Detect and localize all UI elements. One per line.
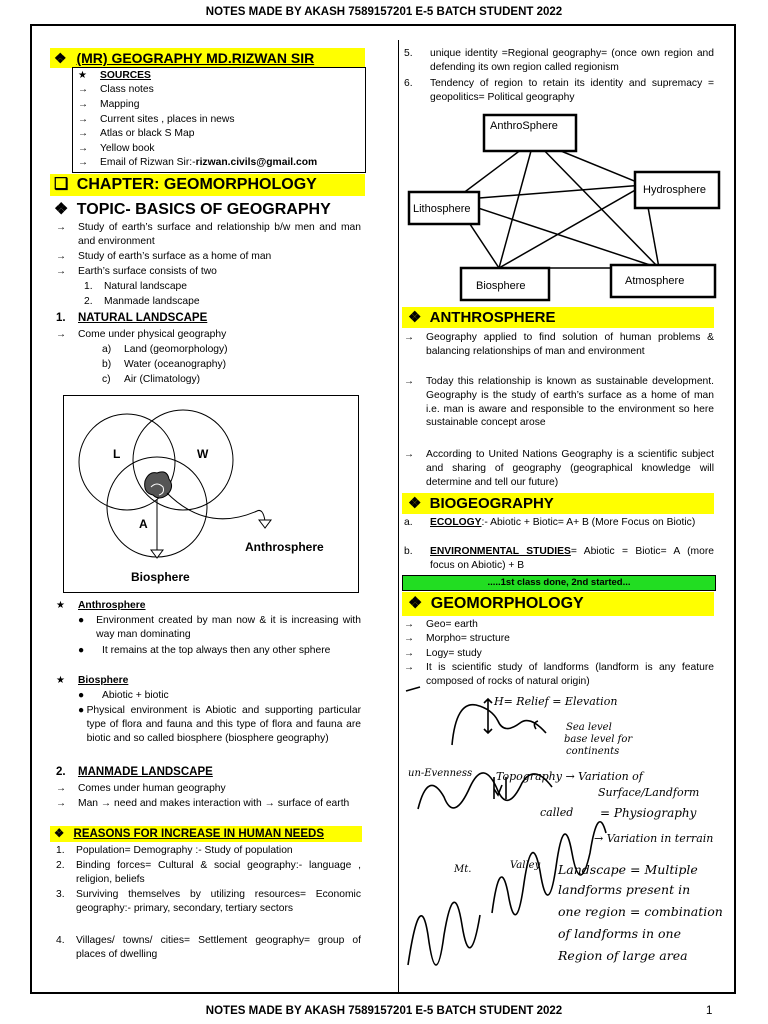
- list-item: a) Land (geomorphology): [102, 344, 228, 355]
- page-footer: NOTES MADE BY AKASH 7589157201 E-5 BATCH STUDENT 2022: [205, 1005, 563, 1017]
- list-item: [78, 98, 140, 112]
- env-studies-label: ENVIRONMENTAL STUDIES: [430, 546, 571, 557]
- list-item: 3. Surviving themselves by utilizing resources= Economic geography:- primary, secondary, tertiary sectors: [56, 889, 361, 914]
- sources-heading: SOURCES: [100, 70, 151, 81]
- anthrosphere-bar: [402, 307, 714, 328]
- natural-heading: NATURAL LANDSCAPE: [78, 312, 208, 324]
- intro-text: Study of earth’s surface and relationship b/w men and man and environment: [78, 222, 361, 247]
- list-item: [78, 127, 194, 141]
- landscape-type: Manmade landscape: [104, 296, 200, 307]
- hand-called: called: [540, 806, 574, 819]
- natural-heading-row: 1. NATURAL LANDSCAPE: [56, 312, 208, 324]
- hand-relief: H= Relief = Elevation: [494, 695, 618, 708]
- list-item: [56, 250, 361, 264]
- biogeography-heading: BIOGEOGRAPHY: [429, 495, 554, 512]
- bio-heading: Biosphere: [78, 675, 129, 686]
- list-item: [78, 83, 154, 97]
- hand-landscape-3: one region = combination: [558, 904, 723, 919]
- manmade-heading: MANMADE LANDSCAPE: [78, 766, 213, 778]
- list-item: [78, 156, 317, 170]
- hand-mt: Mt.: [454, 864, 472, 875]
- chapter-title: CHAPTER: GEOMORPHOLOGY: [76, 176, 317, 193]
- hand-landscape-1: Landscape = Multiple: [558, 862, 698, 877]
- page-header: NOTES MADE BY AKASH 7589157201 E-5 BATCH STUDENT 2022: [205, 6, 563, 18]
- list-item: → Logy= study: [404, 648, 482, 659]
- list-item: [78, 142, 155, 156]
- source-item: Class notes: [100, 84, 154, 95]
- star-icon: ★: [56, 600, 65, 611]
- arrow-right-icon: →: [56, 251, 66, 262]
- list-item: → According to United Nations Geography is a scientific subject and sharing of geography (geographical knowledge will determine and tell our future): [404, 449, 714, 488]
- bullet-icon: ●: [78, 615, 85, 626]
- arrow-right-icon: →: [404, 662, 414, 673]
- sphere-label-litho: Lithosphere: [413, 203, 471, 215]
- hand-landscape-2: landforms present in: [558, 882, 691, 897]
- arrow-right-icon: →: [56, 798, 66, 809]
- arrow-right-icon: →: [404, 449, 414, 460]
- ecology-label: ECOLOGY: [430, 517, 482, 528]
- star-icon: ★: [56, 675, 65, 686]
- star-icon: ★: [78, 70, 87, 81]
- diamond-icon: ❖: [54, 828, 65, 840]
- anthro-heading-row: [56, 599, 146, 613]
- sphere-label-hydro: Hydrosphere: [643, 184, 706, 196]
- topic-title-row: [54, 199, 331, 219]
- page-number: 1: [706, 1005, 713, 1017]
- venn-label-anthrosphere: Anthrosphere: [245, 540, 324, 554]
- diamond-icon: ❖: [54, 50, 67, 66]
- intro-text: Study of earth’s surface as a home of man: [78, 251, 272, 262]
- list-item: [56, 328, 226, 342]
- list-item: 5. unique identity =Regional geography= (once own region and defending its own region called regionism: [404, 48, 714, 73]
- arrow-right-icon: →: [404, 633, 414, 644]
- list-item: ● Environment created by man now & it is increasing with way man dominating: [78, 615, 361, 640]
- intro-text: Earth’s surface consists of two: [78, 266, 217, 277]
- source-item: Email of Rizwan Sir:-: [100, 157, 196, 168]
- arrow-right-icon: →: [56, 783, 66, 794]
- arrow-right-icon: →: [404, 619, 414, 630]
- arrow-right-icon: →: [78, 114, 88, 125]
- natural-intro: Come under physical geography: [78, 329, 227, 340]
- source-item: Yellow book: [100, 143, 155, 154]
- source-item: Atlas or black S Map: [100, 128, 195, 139]
- course-title-bar: [50, 48, 365, 68]
- hand-base-level: base level for: [564, 734, 633, 745]
- list-item: b) Water (oceanography): [102, 359, 227, 370]
- list-item: ● Physical environment is Abiotic and supporting particular type of flora and fauna and this type of flora and fauna are biotic and so called biosphere (biosphere geography): [78, 705, 361, 744]
- list-item: c) Air (Climatology): [102, 374, 201, 385]
- hand-topography: Topography → Variation of: [496, 770, 643, 783]
- arrow-right-icon: →: [78, 143, 88, 154]
- list-item: 1. Natural landscape: [84, 281, 187, 292]
- topic-title: TOPIC- BASICS OF GEOGRAPHY: [76, 201, 331, 218]
- sphere-label-anthro: AnthroSphere: [490, 120, 558, 132]
- list-item: a. ECOLOGY:- Abiotic + Biotic= A+ B (More Focus on Biotic): [404, 517, 696, 528]
- venn-label-l: L: [113, 447, 121, 461]
- arrow-right-icon: →: [78, 128, 88, 139]
- list-item: → Today this relationship is known as sustainable development. Geography is the study of earth’s surface as a home of man i.e. man is aware and responsible to the environment so here sustainable concept arose: [404, 376, 714, 429]
- list-item: ● It remains at the top always then any other sphere: [78, 645, 331, 656]
- sphere-label-bio: Biosphere: [476, 280, 526, 292]
- bio-heading-row: [56, 674, 128, 688]
- diamond-icon: ❖: [408, 309, 422, 326]
- hand-landscape-4: of landforms in one: [558, 926, 681, 941]
- arrow-right-icon: →: [78, 157, 88, 168]
- geomorphology-heading: GEOMORPHOLOGY: [430, 595, 584, 612]
- venn-label-biosphere: Biosphere: [131, 570, 190, 584]
- arrow-right-icon: →: [404, 332, 414, 343]
- list-item: → Geography applied to find solution of human problems & balancing relationships of man and environment: [404, 332, 714, 357]
- list-item: ● Abiotic + biotic: [78, 690, 169, 701]
- anthro-heading: Anthrosphere: [78, 600, 146, 611]
- hand-unevenness: un-Evenness: [408, 768, 473, 779]
- list-item: 2. Binding forces= Cultural & social geography:- language , religion, beliefs: [56, 860, 361, 885]
- list-item: → It is scientific study of landforms (landform is any feature composed of rocks of natural origin): [404, 662, 714, 687]
- geomorphology-bar: [402, 592, 714, 616]
- biogeography-bar: [402, 493, 714, 514]
- arrow-right-icon: →: [78, 84, 88, 95]
- list-item: → Comes under human geography: [56, 783, 226, 794]
- list-item: 1. Population= Demography :- Study of population: [56, 845, 293, 856]
- bullet-icon: ●: [78, 705, 85, 716]
- list-item: 4. Villages/ towns/ cities= Settlement geography= group of places of dwelling: [56, 935, 361, 960]
- venn-diagram: [63, 395, 359, 593]
- source-item: Mapping: [100, 99, 140, 110]
- arrow-right-icon: →: [56, 222, 66, 233]
- list-item: → Man → need and makes interaction with → surface of earth: [56, 798, 350, 809]
- arrow-right-icon: →: [404, 648, 414, 659]
- hand-physiography: = Physiography: [600, 806, 697, 820]
- arrow-right-icon: →: [56, 329, 66, 340]
- arrow-right-icon: →: [56, 266, 66, 277]
- anthrosphere-heading: ANTHROSPHERE: [429, 309, 556, 326]
- hand-landscape-5: Region of large area: [558, 948, 688, 963]
- hand-variation: → Variation in terrain: [594, 832, 714, 845]
- hand-valley: Valley: [510, 860, 541, 871]
- bullet-icon: ●: [78, 690, 85, 701]
- list-item: 2. Manmade landscape: [84, 296, 200, 307]
- list-item: [56, 265, 361, 279]
- arrow-right-icon: →: [78, 99, 88, 110]
- list-item: → Morpho= structure: [404, 633, 510, 644]
- list-item: → Geo= earth: [404, 619, 478, 630]
- manmade-heading-row: 2. MANMADE LANDSCAPE: [56, 766, 213, 778]
- hand-continents: continents: [566, 746, 620, 757]
- venn-label-a: A: [139, 517, 148, 531]
- water-circle: [133, 410, 233, 510]
- column-divider: [398, 40, 399, 994]
- hand-surface: Surface/Landform: [598, 786, 700, 799]
- arrow-down-icon: [259, 520, 271, 528]
- checkbox-icon: ❑: [54, 176, 69, 193]
- diamond-icon: ❖: [408, 495, 422, 512]
- list-item: 6. Tendency of region to retain its identity and supremacy = geopolitics= Political geography: [404, 78, 714, 103]
- email-link[interactable]: rizwan.civils@gmail.com: [195, 157, 318, 168]
- chapter-bar: [50, 174, 365, 196]
- source-item: Current sites , places in news: [100, 114, 235, 125]
- venn-label-w: W: [197, 447, 209, 461]
- arrow-right-icon: →: [404, 376, 414, 387]
- reasons-bar: [50, 826, 362, 842]
- bullet-icon: ●: [78, 645, 85, 656]
- landscape-type: Natural landscape: [104, 281, 187, 292]
- list-item: [78, 113, 235, 127]
- hand-sea-level: Sea level: [566, 722, 612, 733]
- sphere-label-atmo: Atmosphere: [625, 275, 685, 287]
- sources-heading-row: [78, 69, 151, 83]
- diamond-icon: ❖: [408, 595, 423, 612]
- list-item: [56, 221, 361, 249]
- class-progress-note: .....1st class done, 2nd started...: [402, 575, 716, 591]
- list-item: b. ENVIRONMENTAL STUDIES= Abiotic = Biotic= A (more focus on Abiotic) + B: [404, 546, 714, 571]
- diamond-icon: ❖: [54, 201, 69, 218]
- reasons-heading: REASONS FOR INCREASE IN HUMAN NEEDS: [73, 828, 324, 840]
- course-title: (MR) GEOGRAPHY MD.RIZWAN SIR: [76, 50, 315, 66]
